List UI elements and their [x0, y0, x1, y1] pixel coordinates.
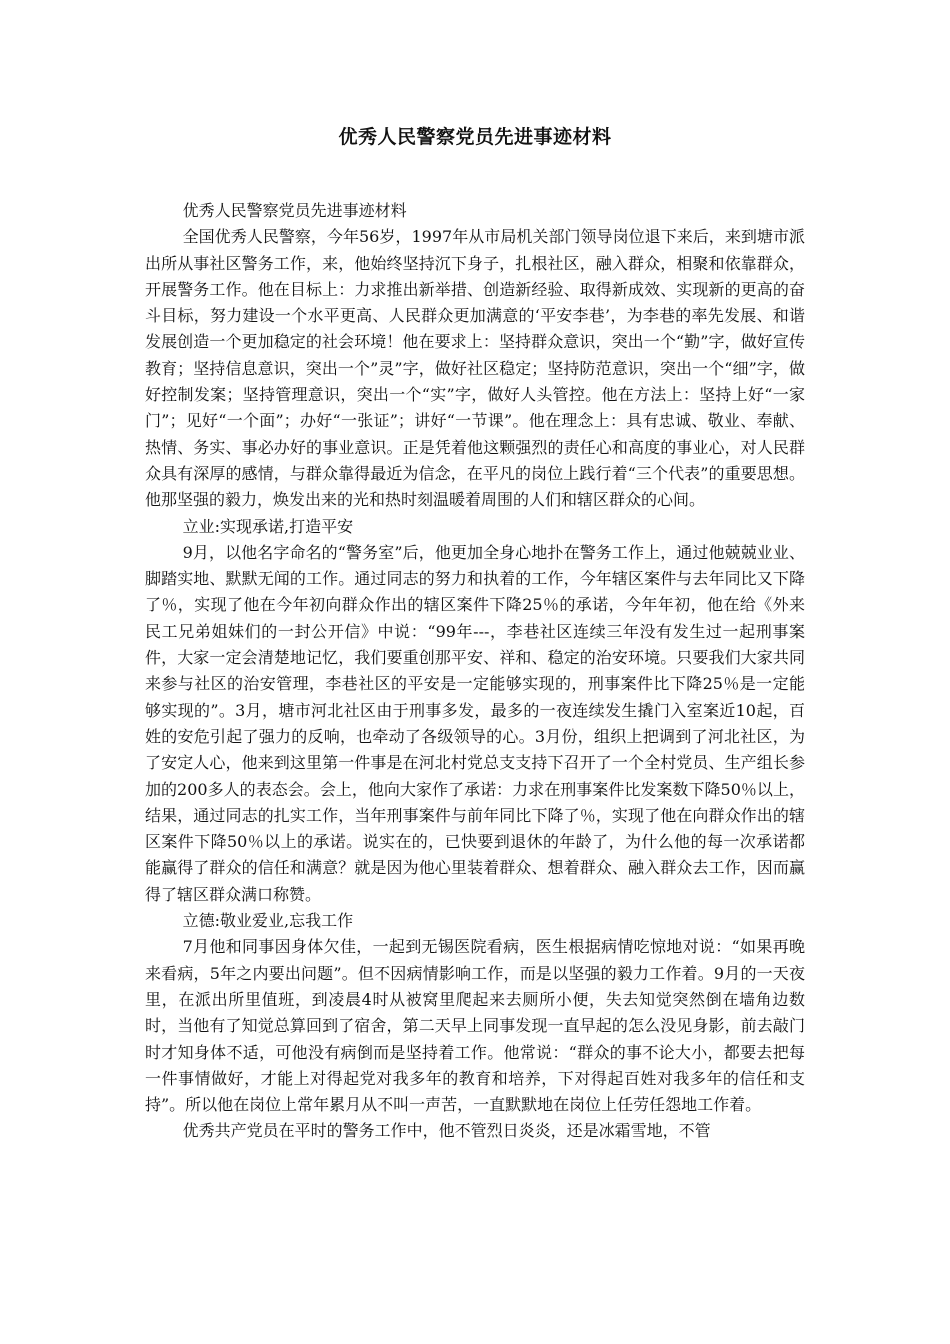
document-title: 优秀人民警察党员先进事迹材料 — [338, 126, 612, 148]
lide-paragraph: 7月他和同事因身体欠佳，一起到无锡医院看病，医生根据病情吃惊地对说：“如果再晚来看病，5年之内要出问题”。但不因病情影响工作，而是以坚强的毅力工作着。9月的一天夜里，在派出所里值班，到凌晨4时从被窝里爬起来去厕所小便，失去知觉突然倒在墙角边数时，当他有了知觉总算回到了宿舍，第二天早上同事发现一直早起的怎么没见身影，前去敲门时才知身体不适，可他没有病倒而是坚持着工作。他常说：“群众的事不论大小，都要去把每一件事情做好，才能上对得起党对我多年的教育和培养，下对得起百姓对我多年的信任和支持”。所以他在岗位上常年累月从不叫一声苦，一直默默地在岗位上任劳任怨地工作着。 — [145, 937, 805, 1115]
section-heading-liye: 立业:实现承诺,打造平安 — [182, 516, 354, 536]
liye-paragraph: 9月，以他名字命名的“警务室”后，他更加全身心地扑在警务工作上，通过他兢兢业业、脚踏实地、默默无闻的工作。通过同志的努力和执着的工作，今年辖区案件与去年同比又下降了％，实现了他在今年初向群众作出的辖区案件下降25％的承诺，今年年初，他在给《外来民工兄弟姐妹们的一封公开信》中说：“99年---，李巷社区连续三年没有发生过一起刑事案件，大家一定会清楚地记忆，我们要重创那平安、祥和、稳定的治安环境。只要我们大家共同来参与社区的治安管理，李巷社区的平安是一定能够实现的，刑事案件比下降25％是一定能够实现的”。3月，塘市河北社区由于刑事多发，最多的一夜连续发生撬门入室案近10起，百姓的安危引起了强力的反响，也牵动了各级领导的心。3月份，组织上把调到了河北社区，为了安定人心，他来到这里第一件事是在河北村党总支支持下召开了一个全村党员、生产组长参加的200多人的表态会。会上，他向大家作了承诺：力求在刑事案件比发案数下降50％以上，结果，通过同志的扎实工作，当年刑事案件与前年同比下降了％，实现了他在向群众作出的辖区案件下降50％以上的承诺。说实在的，已快要到退休的年龄了，为什么他的每一次承诺都能赢得了群众的信任和满意？就是因为他心里装着群众、想着群众、融入群众去工作，因而赢得了辖区群众满口称赞。 — [145, 542, 805, 904]
subtitle-paragraph: 优秀人民警察党员先进事迹材料 — [182, 201, 407, 220]
document-body — [145, 198, 805, 1145]
closing-paragraph: 优秀共产党员在平时的警务工作中，他不管烈日炎炎，还是冰霜雪地，不管 — [182, 1121, 711, 1141]
section-heading-lide: 立德:敬业爱业,忘我工作 — [182, 911, 354, 931]
intro-paragraph: 全国优秀人民警察，今年56岁，1997年从市局机关部门领导岗位退下来后，来到塘市派出所从事社区警务工作，来，他始终坚持沉下身子，扎根社区，融入群众，相聚和依靠群众，开展警务工作。他在目标上：力求推出新举措、创造新经验、取得新成效、实现新的更高的奋斗目标，努力建设一个水平更高、人民群众更加满意的‘平安李巷’，为李巷的率先发展、和谐发展创造一个更加稳定的社会环境！他在要求上：坚持群众意识，突出一个“勤”字，做好宣传教育；坚持信息意识，突出一个”灵”字，做好社区稳定；坚持防范意识，突出一个“细”字，做好控制发案；坚持管理意识，突出一个“实”字，做好人头管控。他在方法上：坚持上好“一家门”；见好“一个面”；办好“一张证”；讲好“一节课”。他在理念上：具有忠诚、敬业、奉献、热情、务实、事必办好的事业意识。正是凭着他这颗强烈的责任心和高度的事业心，对人民群众具有深厚的感情，与群众靠得最近为信念，在平凡的岗位上践行着“三个代表”的重要思想。他那坚强的毅力，焕发出来的光和热时刻温暖着周围的人们和辖区群众的心间。 — [145, 227, 805, 510]
